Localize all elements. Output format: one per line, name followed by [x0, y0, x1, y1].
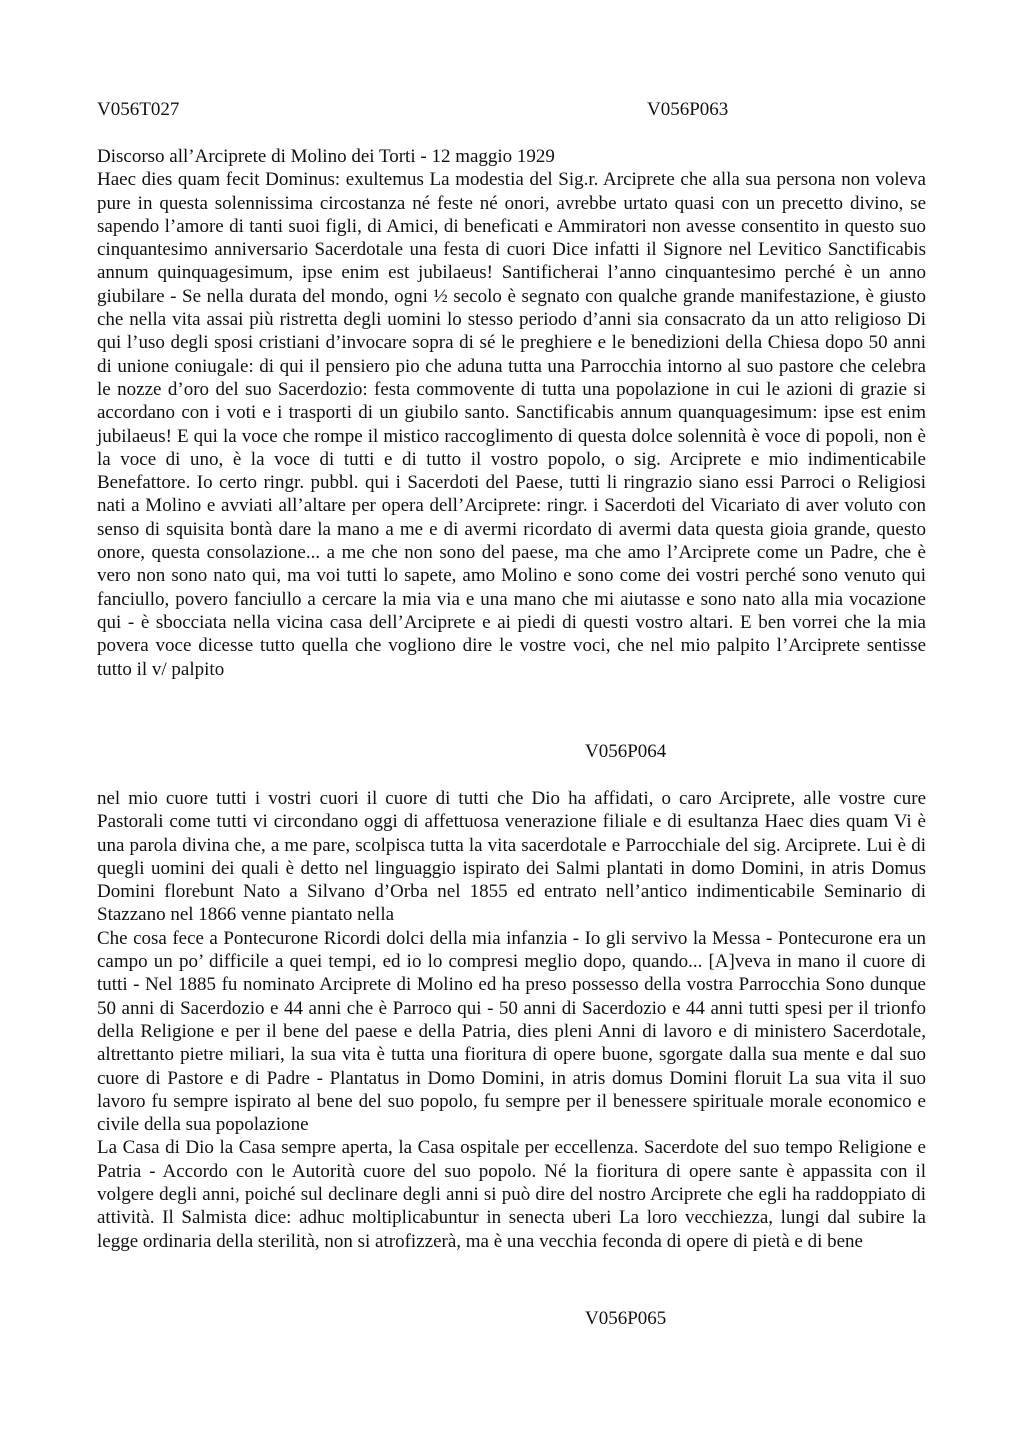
paragraph-3: Che cosa fece a Pontecurone Ricordi dolci della mia infanzia - Io gli servivo la Messa - Pontecurone era un campo un po’ difficile a quei tempi, ed io lo compresi meglio dopo, quando... [A]veva in mano il cuore di tutti - Nel 1885 fu nominato Arciprete di Molino ed ha preso possesso della vostra Parrocchia Sono dunque 50 anni di Sacerdozio e 44 anni che è Parroco qui - 50 anni di Sacerdozio e 44 anni tutti spesi per il trionfo della Religione e per il bene del paese e della Patria, dies pleni Anni di lavoro e di ministero Sacerdotale, altrettanto pietre miliari, la sua vita è tutta una fioritura di opere buone, sgorgate dalla sua mente e dal suo cuore di Pastore e di Padre - Plantatus in Domo Domini, in atris domus Domini floruit La sua vita il suo lavoro fu sempre ispirato al bene del suo popolo, fu sempre per il benessere spirituale morale economico e civile della sua popolazione — [97, 927, 926, 1136]
text-code: V056T027 — [97, 99, 180, 120]
speech-title: Discorso all’Arciprete di Molino dei Torti - 12 maggio 1929 — [97, 146, 555, 167]
section-1 — [97, 145, 926, 681]
page-code-065: V056P065 — [585, 1308, 667, 1329]
section-2 — [97, 787, 926, 1253]
page-code-063: V056P063 — [647, 99, 729, 120]
page-code-064: V056P064 — [585, 741, 667, 762]
paragraph-2: nel mio cuore tutti i vostri cuori il cuore di tutti che Dio ha affidati, o caro Arciprete, alle vostre cure Pastorali come tutti vi circondano oggi di affettuosa venerazione filiale e di esultanza Haec dies quam Vi è una parola divina che, a me pare, scolpisca tutta la vita sacerdotale e Parrocchiale del sig. Arciprete. Lui è di quegli uomini dei quali è detto nel linguaggio ispirato dei Salmi plantati in domo Domini, in atris Domus Domini florebunt Nato a Silvano d’Orba nel 1855 ed entrato nell’antico indimenticabile Seminario di Stazzano nel 1866 venne piantato nella — [97, 788, 926, 926]
paragraph-4: La Casa di Dio la Casa sempre aperta, la Casa ospitale per eccellenza. Sacerdote del suo tempo Religione e Patria - Accordo con le Autorità cuore del suo popolo. Né la fioritura di opere sante è appassita con il volgere degli anni, poiché sul declinare degli anni si può dire del nostro Arciprete che egli ha raddoppiato di attività. Il Salmista dice: adhuc moltiplicabuntur in senecta uberi La loro vecchiezza, lungi dal subire la legge ordinaria della sterilità, non si atrofizzerà, ma è una vecchia feconda di opere di pietà e di bene — [97, 1137, 926, 1252]
paragraph-1: Haec dies quam fecit Dominus: exultemus La modestia del Sig.r. Arciprete che alla sua persona non voleva pure in questa solennissima circostanza né feste né onori, avrebbe urtato quasi con un precetto divino, se sapendo l’amore di tanti suoi figli, di Amici, di beneficati e Ammiratori non avesse consentito in questo suo cinquantesimo anniversario Sacerdotale una festa di cuori Dice infatti il Signore nel Levitico Sanctificabis annum quinquagesimum, ipse enim est jubilaeus! Santificherai l’anno cinquantesimo perché è un anno giubilare - Se nella durata del mondo, ogni ½ secolo è segnato con qualche grande manifestazione, è giusto che nella vita assai più ristretta degli uomini lo stesso periodo d’anni sia consacrato da un atto religioso Di qui l’uso degli sposi cristiani d’invocare sopra di sé le preghiere e le benedizioni della Chiesa dopo 50 anni di unione coniugale: di qui il pensiero pio che aduna tutta una Parrocchia intorno al suo pastore che celebra le nozze d’oro del suo Sacerdozio: festa commovente di tutta una popolazione in cui le azioni di grazie si accordano con i voti e i trasporti di un giubilo santo. Sanctificabis annum quanquagesimum: ipse est enim jubilaeus! E qui la voce che rompe il mistico raccoglimento di questa dolce solennità è voce di popoli, non è la voce di uno, è la voce di tutti e di tutto il vostro popolo, o sig. Arciprete e mio indimenticabile Benefattore. Io certo ringr. pubbl. qui i Sacerdoti del Paese, tutti li ringrazio siano essi Parroci o Religiosi nati a Molino e avviati all’altare per opera dell’Arciprete: ringr. i Sacerdoti del Vicariato di aver voluto con senso di squisita bontà dare la mano a me e di avermi ricordato di avermi data questa gioia grande, questo onore, questa consolazione... a me che non sono del paese, ma che amo l’Arciprete come un Padre, che è vero non sono nato qui, ma voi tutti lo sapete, amo Molino e sono come dei vostri perché sono venuto qui fanciullo, povero fanciullo a cercare la mia via e una mano che mi aiutasse e sono nato alla mia vocazione qui - è sbocciata nella vicina casa dell’Arciprete e ai piedi di questi vostro altari. E ben vorrei che la mia povera voce dicesse tutto quella che vogliono dire le vostre voci, che nel mio palpito l’Arciprete sentisse tutto il v/ palpito — [97, 169, 926, 680]
